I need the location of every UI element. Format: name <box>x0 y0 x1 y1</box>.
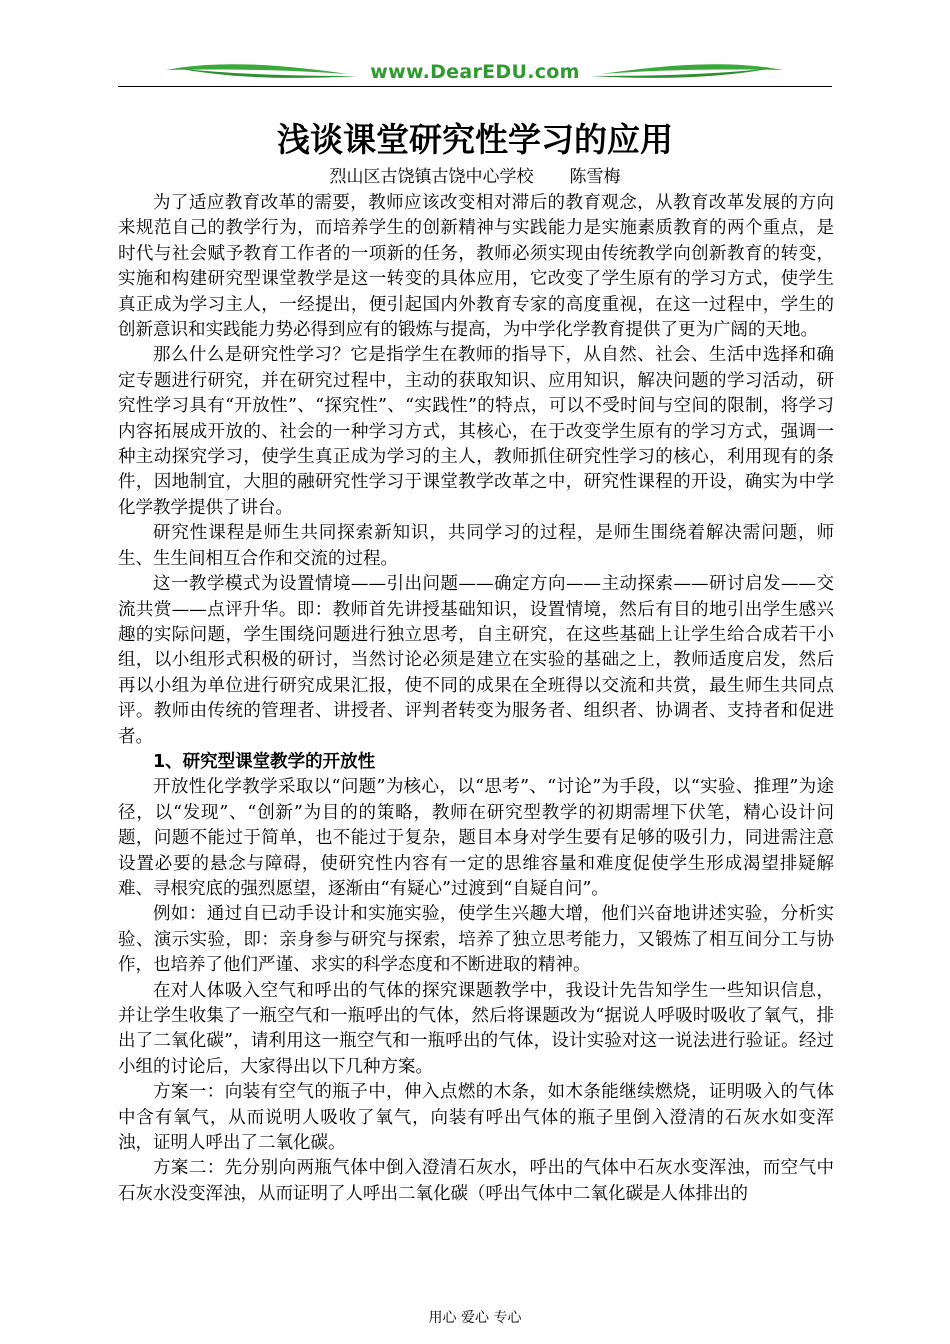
section-heading: 1、研究型课堂教学的开放性 <box>153 751 376 772</box>
author-name: 陈雪梅 <box>569 167 621 187</box>
paragraph: 方案一：向装有空气的瓶子中，伸入点燃的木条，如木条能继续燃烧，证明吸入的气体中含有氧气，从而说明人吸收了氧气，向装有呼出气体的瓶子里倒入澄清的石灰水如变浑浊，证明人呼出了二氧化碳。 <box>118 1082 834 1154</box>
site-url[interactable]: www.DearEDU.com <box>370 61 580 83</box>
paragraph: 为了适应教育改革的需要，教师应该改变相对滞后的教育观念，从教育改革发展的方向来规范自己的教学行为，而培养学生的创新精神与实践能力是实施素质教育的两个重点，是时代与社会赋予教育工作者的一项新的任务，教师必须实现由传统教学向创新教育的转变，实施和构建研究型课堂教学是这一转变的具体应用，它改变了学生原有的学习方式，使学生真正成为学习主人，一经提出，便引起国内外教育专家的高度重视，在这一过程中，学生的创新意识和实践能力势必得到应有的锻炼与提高，为中学化学教育提供了更为广阔的天地。 <box>118 193 834 341</box>
paragraph: 研究性课程是师生共同探索新知识，共同学习的过程，是师生围绕着解决需问题，师生、生生间相互合作和交流的过程。 <box>118 523 834 569</box>
paragraph: 这一教学模式为设置情境——引出问题——确定方向——主动探索——研讨启发——交流共赏——点评升华。即：教师首先讲授基础知识，设置情境，然后有目的地引出学生感兴趣的实际问题，学生围绕问题进行独立思考，自主研究，在这些基础上让学生给合成若干小组，以小组形式积极的研讨，当然讨论必须是建立在实验的基础之上，教师适度启发，然后再以小组为单位进行研究成果汇报，使不同的成果在全班得以交流和共赏，最生师生共同点评。教师由传统的管理者、讲授者、评判者转变为服务者、组织者、协调者、支持者和促进者。 <box>118 574 834 747</box>
header-divider <box>118 86 832 87</box>
article-body <box>118 191 834 1207</box>
paragraph: 那么什么是研究性学习？它是指学生在教师的指导下，从自然、社会、生活中选择和确定专题进行研究，并在研究过程中，主动的获取知识、应用知识，解决问题的学习活动，研究性学习具有“开放性”、“探究性”、“实践性”的特点，可以不受时间与空间的限制，将学习内容拓展成开放的、社会的一种学习方式，其核心，在于改变学生原有的学习方式，强调一种主动探究学习，使学生真正成为学习的主人，教师抓住研究性学习的核心，利用现有的条件，因地制宜，大胆的融研究性学习于课堂教学改革之中，研究性课程的开设，确实为中学化学教学提供了讲台。 <box>118 345 834 518</box>
article-title: 浅谈课堂研究性学习的应用 <box>277 120 673 159</box>
paragraph: 例如：通过自已动手设计和实施实验，使学生兴趣大增，他们兴奋地讲述实验，分析实验、演示实验，即：亲身参与研究与探索，培养了独立思考能力，又锻炼了相互间分工与协作，也培养了他们严谨、求实的科学态度和不断进取的精神。 <box>118 904 834 976</box>
site-header <box>118 52 832 92</box>
paragraph: 开放性化学教学采取以“问题”为核心，以“思考”、“讨论”为手段，以“实验、推理”为途径，以“发现”、“创新”为目的的策略，教师在研究型教学的初期需埋下伏笔，精心设计问题，问题不能过于简单，也不能过于复杂，题目本身对学生要有足够的吸引力，同进需注意设置必要的悬念与障碍，使研究性内容有一定的思维容量和难度促使学生形成渴望排疑解难、寻根究底的强烈愿望，逐渐由“有疑心”过渡到“自疑自问”。 <box>118 777 834 899</box>
byline <box>118 165 832 189</box>
paragraph: 方案二：先分别向两瓶气体中倒入澄清石灰水，呼出的气体中石灰水变浑浊，而空气中石灰水没变浑浊，从而证明了人呼出二氧化碳（呼出气体中二氧化碳是人体排出的 <box>118 1158 834 1204</box>
school-name: 烈山区古饶镇古饶中心学校 <box>329 167 534 187</box>
page-footer: 用心 爱心 专心 <box>428 1310 522 1326</box>
paragraph: 在对人体吸入空气和呼出的气体的探究课题教学中，我设计先告知学生一些知识信息，并让学生收集了一瓶空气和一瓶呼出的气体，然后将课题改为“据说人呼吸时吸收了氧气，排出了二氧化碳”，请利用这一瓶空气和一瓶呼出的气体，设计实验对这一说法进行验证。经过小组的讨论后，大家得出以下几种方案。 <box>118 980 834 1077</box>
